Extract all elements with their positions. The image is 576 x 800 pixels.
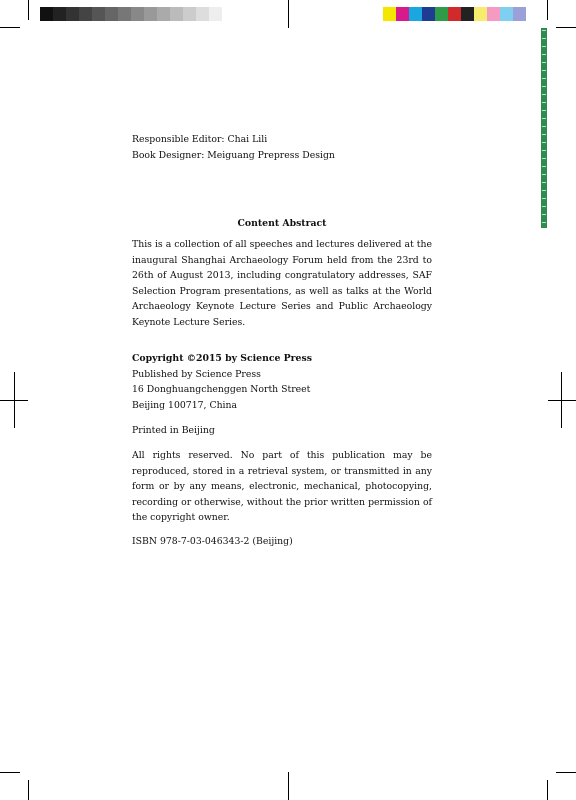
color-swatch — [435, 7, 448, 21]
crop-mark — [0, 772, 20, 773]
grayscale-swatch — [196, 7, 209, 21]
grayscale-swatch — [144, 7, 157, 21]
grayscale-swatch — [183, 7, 196, 21]
grayscale-calibration-bar — [40, 7, 222, 21]
crop-mark — [556, 27, 576, 28]
crop-mark — [288, 772, 289, 800]
color-swatch — [409, 7, 422, 21]
color-swatch — [422, 7, 435, 21]
grayscale-swatch — [92, 7, 105, 21]
color-swatch — [461, 7, 474, 21]
credits-block — [132, 132, 335, 163]
crop-mark — [556, 772, 576, 773]
color-swatch — [474, 7, 487, 21]
street-address: 16 Donghuangchenggen North Street — [132, 384, 311, 396]
crop-mark — [0, 27, 20, 28]
color-calibration-bar — [383, 7, 526, 21]
color-swatch — [396, 7, 409, 21]
rights-statement: All rights reserved. No part of this publication may be reproduced, stored in a retrieval system, or transmitted in any form or by any means, electronic, mechanical, photocopying, recording or otherwise, without the prior written permission of the copyright owner. — [132, 450, 432, 524]
responsible-editor: Responsible Editor: Chai Lili — [132, 134, 268, 145]
grayscale-swatch — [53, 7, 66, 21]
grayscale-swatch — [66, 7, 79, 21]
copyright-line: Copyright ©2015 by Science Press — [132, 353, 312, 364]
color-swatch — [500, 7, 513, 21]
color-swatch — [383, 7, 396, 21]
abstract-body: This is a collection of all speeches and lectures delivered at the inaugural Shanghai Archaeology Forum held from the 23rd to 26th of August 2013, including congratulatory addresses, SAF Selection Program presentations, as well as talks at the World Archaeology Keynote Lecture Series and Public Archaeology Keynote Lecture Series. — [132, 239, 432, 328]
copyright-block — [132, 351, 312, 413]
abstract-title: Content Abstract — [237, 218, 327, 229]
printed-in: Printed in Beijing — [132, 425, 215, 436]
grayscale-swatch — [105, 7, 118, 21]
side-edge-tab-ticks — [542, 30, 546, 226]
grayscale-swatch — [118, 7, 131, 21]
publisher-line: Published by Science Press — [132, 368, 261, 380]
crop-mark — [288, 0, 289, 28]
grayscale-swatch — [170, 7, 183, 21]
color-swatch — [448, 7, 461, 21]
crop-mark — [548, 400, 576, 401]
crop-mark — [28, 0, 29, 20]
crop-mark — [561, 372, 562, 428]
city-address: Beijing 100717, China — [132, 399, 238, 411]
crop-mark — [14, 372, 15, 428]
grayscale-swatch — [157, 7, 170, 21]
color-swatch — [513, 7, 526, 21]
grayscale-swatch — [209, 7, 222, 21]
book-designer: Book Designer: Meiguang Prepress Design — [132, 149, 335, 161]
grayscale-swatch — [40, 7, 53, 21]
crop-mark — [547, 0, 548, 20]
grayscale-swatch — [79, 7, 92, 21]
crop-mark — [547, 780, 548, 800]
color-swatch — [487, 7, 500, 21]
grayscale-swatch — [131, 7, 144, 21]
crop-mark — [28, 780, 29, 800]
isbn: ISBN 978-7-03-046343-2 (Beijing) — [132, 536, 293, 547]
